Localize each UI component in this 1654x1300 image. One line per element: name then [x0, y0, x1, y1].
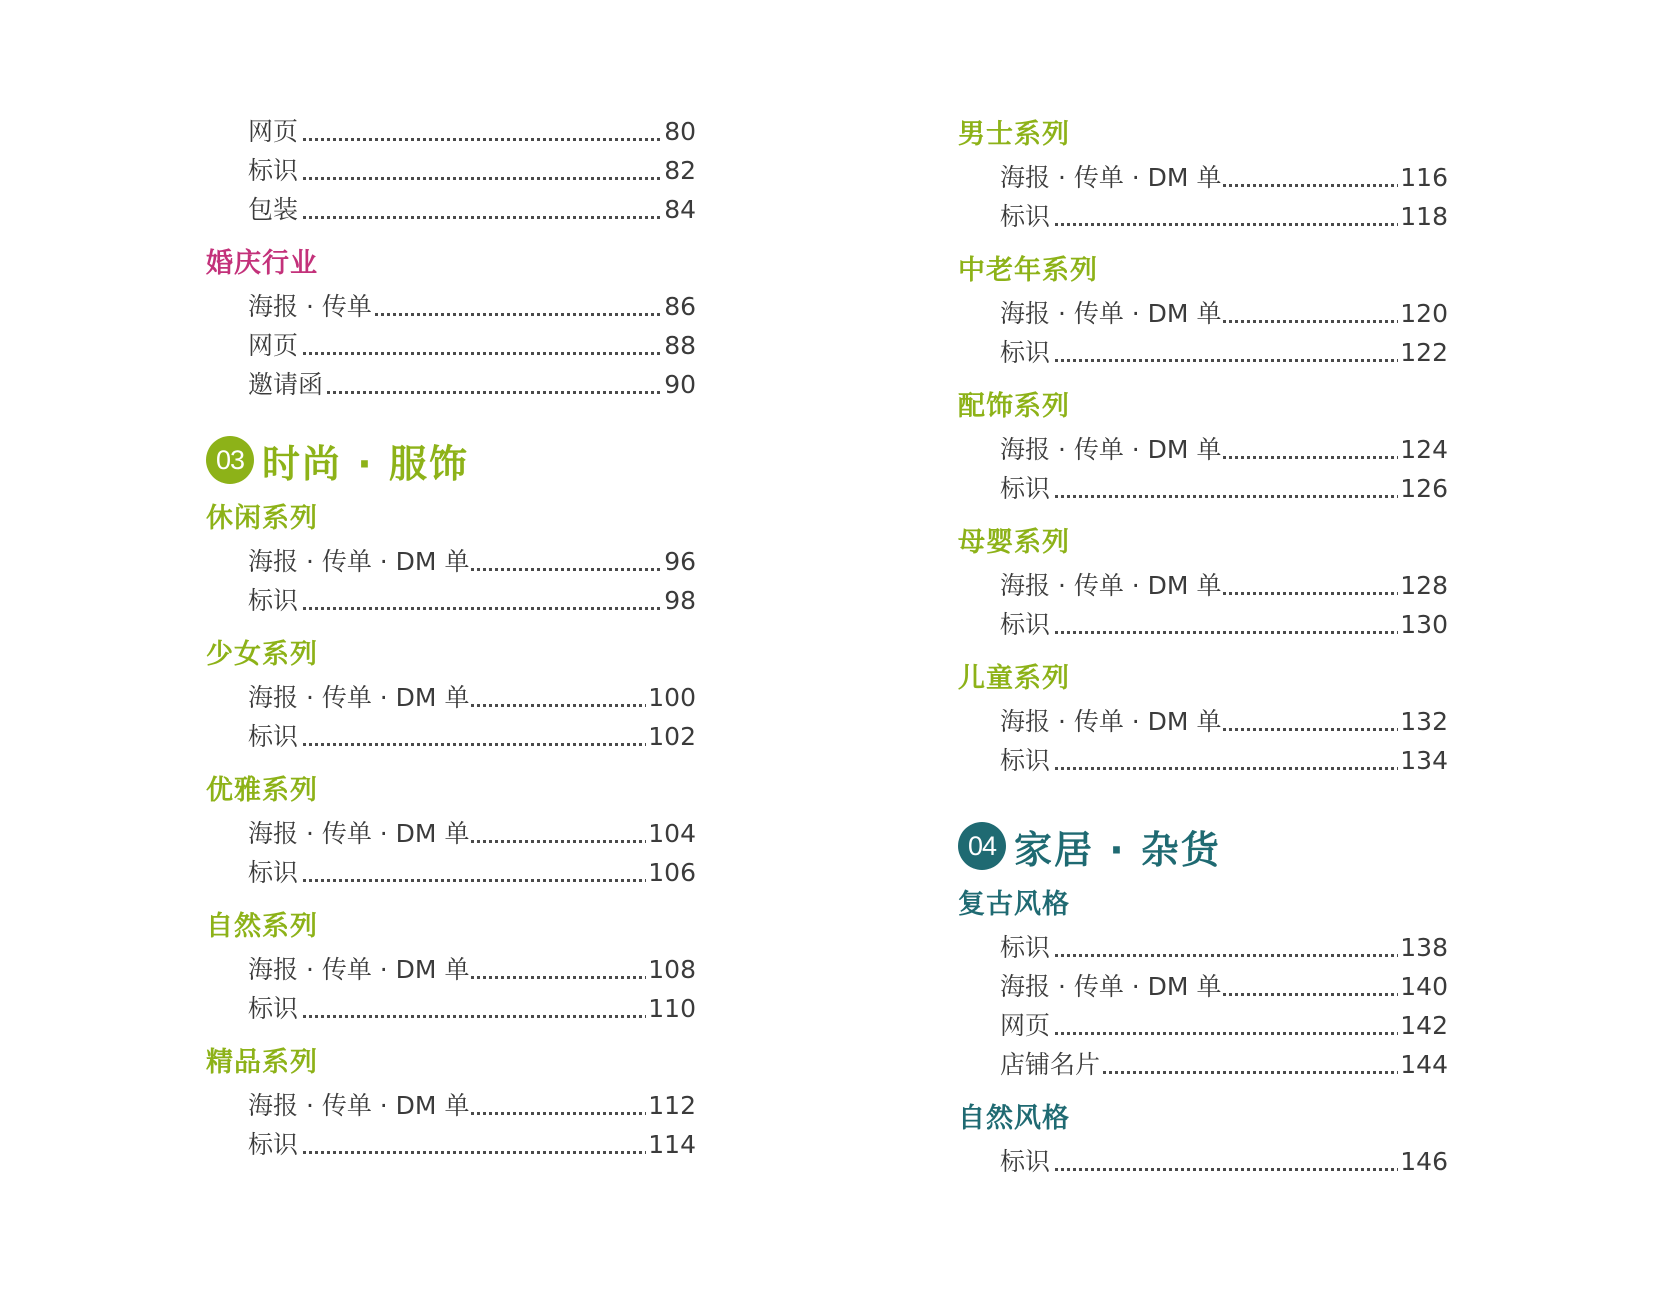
category-heading: 精品系列 — [206, 1047, 318, 1078]
entry-label: 邀请函 — [248, 370, 324, 399]
entry-label: 店铺名片 — [1000, 1050, 1101, 1079]
toc-entry[interactable] — [1000, 967, 1448, 1006]
entry-label: 海报 · 传单 · DM 单 — [1000, 571, 1222, 600]
entry-label: 标识 — [248, 858, 299, 887]
toc-entry[interactable] — [1000, 1045, 1448, 1084]
toc-entry[interactable] — [248, 1125, 696, 1164]
category-heading: 少女系列 — [206, 639, 318, 670]
entry-page: 134 — [1398, 741, 1448, 780]
entry-label: 标识 — [248, 722, 299, 751]
toc-entry[interactable] — [248, 950, 696, 989]
dot-leader — [248, 879, 696, 882]
toc-entry[interactable] — [1000, 605, 1448, 644]
section-heading-03 — [206, 430, 696, 490]
category-heading: 休闲系列 — [206, 503, 318, 534]
section-number-badge: 03 — [206, 436, 254, 484]
dot-leader — [1000, 223, 1448, 226]
entry-page: 102 — [646, 717, 696, 756]
entry-label: 海报 · 传单 · DM 单 — [248, 1091, 470, 1120]
entry-label: 海报 · 传单 · DM 单 — [248, 955, 470, 984]
toc-entry[interactable] — [248, 581, 696, 620]
entry-label: 网页 — [248, 331, 299, 360]
entry-label: 标识 — [1000, 1147, 1051, 1176]
entry-label: 海报 · 传单 · DM 单 — [1000, 972, 1222, 1001]
category-heading: 中老年系列 — [958, 255, 1098, 286]
entry-page: 110 — [646, 989, 696, 1028]
toc-entry[interactable] — [1000, 158, 1448, 197]
section-title: 家居 · 杂货 — [1014, 827, 1221, 872]
dot-leader — [248, 216, 696, 219]
toc-entry[interactable] — [1000, 928, 1448, 967]
dot-leader — [248, 177, 696, 180]
toc-entry[interactable] — [1000, 1006, 1448, 1045]
entry-page: 124 — [1398, 430, 1448, 469]
toc-entry[interactable] — [248, 365, 696, 404]
toc-right-column — [958, 112, 1448, 1181]
entry-page: 126 — [1398, 469, 1448, 508]
entry-page: 82 — [662, 151, 696, 190]
entry-page: 90 — [662, 365, 696, 404]
toc-entry[interactable] — [1000, 294, 1448, 333]
entry-page: 146 — [1398, 1142, 1448, 1181]
entry-label: 标识 — [248, 156, 299, 185]
toc-entry[interactable] — [248, 814, 696, 853]
entry-page: 108 — [646, 950, 696, 989]
toc-entry[interactable] — [248, 190, 696, 229]
toc-entry[interactable] — [248, 287, 696, 326]
entry-page: 112 — [646, 1086, 696, 1125]
toc-entry[interactable] — [248, 542, 696, 581]
entry-label: 标识 — [1000, 746, 1051, 775]
entry-label: 标识 — [1000, 202, 1051, 231]
entry-label: 海报 · 传单 · DM 单 — [248, 547, 470, 576]
entry-page: 96 — [662, 542, 696, 581]
entry-label: 标识 — [1000, 338, 1051, 367]
entry-page: 142 — [1398, 1006, 1448, 1045]
entry-label: 海报 · 传单 · DM 单 — [248, 683, 470, 712]
entry-label: 海报 · 传单 · DM 单 — [1000, 707, 1222, 736]
toc-entry[interactable] — [248, 112, 696, 151]
category-heading: 自然风格 — [958, 1103, 1070, 1134]
entry-label: 海报 · 传单 · DM 单 — [1000, 299, 1222, 328]
toc-entry[interactable] — [1000, 702, 1448, 741]
entry-page: 98 — [662, 581, 696, 620]
category-heading: 儿童系列 — [958, 663, 1070, 694]
toc-entry[interactable] — [1000, 333, 1448, 372]
dot-leader — [248, 1015, 696, 1018]
toc-entry[interactable] — [1000, 741, 1448, 780]
dot-leader — [248, 743, 696, 746]
category-heading: 母婴系列 — [958, 527, 1070, 558]
section-number-badge: 04 — [958, 822, 1006, 870]
toc-left-column — [206, 112, 696, 1164]
toc-entry[interactable] — [1000, 469, 1448, 508]
dot-leader — [248, 138, 696, 141]
category-heading: 优雅系列 — [206, 775, 318, 806]
toc-entry[interactable] — [1000, 566, 1448, 605]
entry-label: 标识 — [1000, 933, 1051, 962]
toc-entry[interactable] — [1000, 1142, 1448, 1181]
dot-leader — [248, 607, 696, 610]
category-heading: 男士系列 — [958, 119, 1070, 150]
dot-leader — [248, 1151, 696, 1154]
category-heading-wedding: 婚庆行业 — [206, 248, 318, 279]
entry-label: 标识 — [248, 994, 299, 1023]
entry-label: 标识 — [248, 1130, 299, 1159]
entry-page: 132 — [1398, 702, 1448, 741]
toc-entry[interactable] — [248, 678, 696, 717]
toc-entry[interactable] — [248, 326, 696, 365]
toc-entry[interactable] — [248, 1086, 696, 1125]
entry-label: 标识 — [1000, 610, 1051, 639]
toc-entry[interactable] — [1000, 197, 1448, 236]
dot-leader — [1000, 631, 1448, 634]
entry-page: 128 — [1398, 566, 1448, 605]
category-heading: 复古风格 — [958, 889, 1070, 920]
entry-label: 包装 — [248, 195, 299, 224]
entry-page: 80 — [662, 112, 696, 151]
entry-page: 130 — [1398, 605, 1448, 644]
toc-entry[interactable] — [248, 717, 696, 756]
dot-leader — [1000, 359, 1448, 362]
entry-page: 118 — [1398, 197, 1448, 236]
entry-label: 海报 · 传单 — [248, 292, 372, 321]
entry-page: 104 — [646, 814, 696, 853]
toc-entry[interactable] — [1000, 430, 1448, 469]
category-heading: 自然系列 — [206, 911, 318, 942]
entry-page: 84 — [662, 190, 696, 229]
entry-page: 86 — [662, 287, 696, 326]
entry-label: 海报 · 传单 · DM 单 — [1000, 163, 1222, 192]
entry-label: 海报 · 传单 · DM 单 — [1000, 435, 1222, 464]
dot-leader — [1000, 1032, 1448, 1035]
category-heading: 配饰系列 — [958, 391, 1070, 422]
section-title: 时尚 · 服饰 — [262, 441, 469, 486]
entry-page: 122 — [1398, 333, 1448, 372]
entry-page: 116 — [1398, 158, 1448, 197]
entry-page: 114 — [646, 1125, 696, 1164]
entry-page: 88 — [662, 326, 696, 365]
entry-page: 138 — [1398, 928, 1448, 967]
entry-page: 100 — [646, 678, 696, 717]
entry-label: 网页 — [248, 117, 299, 146]
toc-entry[interactable] — [248, 853, 696, 892]
entry-label: 标识 — [248, 586, 299, 615]
dot-leader — [248, 352, 696, 355]
toc-entry[interactable] — [248, 989, 696, 1028]
entry-label: 网页 — [1000, 1011, 1051, 1040]
toc-entry[interactable] — [248, 151, 696, 190]
dot-leader — [1000, 495, 1448, 498]
entry-page: 140 — [1398, 967, 1448, 1006]
entry-label: 标识 — [1000, 474, 1051, 503]
entry-page: 120 — [1398, 294, 1448, 333]
entry-label: 海报 · 传单 · DM 单 — [248, 819, 470, 848]
dot-leader — [1000, 767, 1448, 770]
entry-page: 144 — [1398, 1045, 1448, 1084]
dot-leader — [1000, 954, 1448, 957]
entry-page: 106 — [646, 853, 696, 892]
section-heading-04 — [958, 816, 1448, 876]
dot-leader — [1000, 1168, 1448, 1171]
